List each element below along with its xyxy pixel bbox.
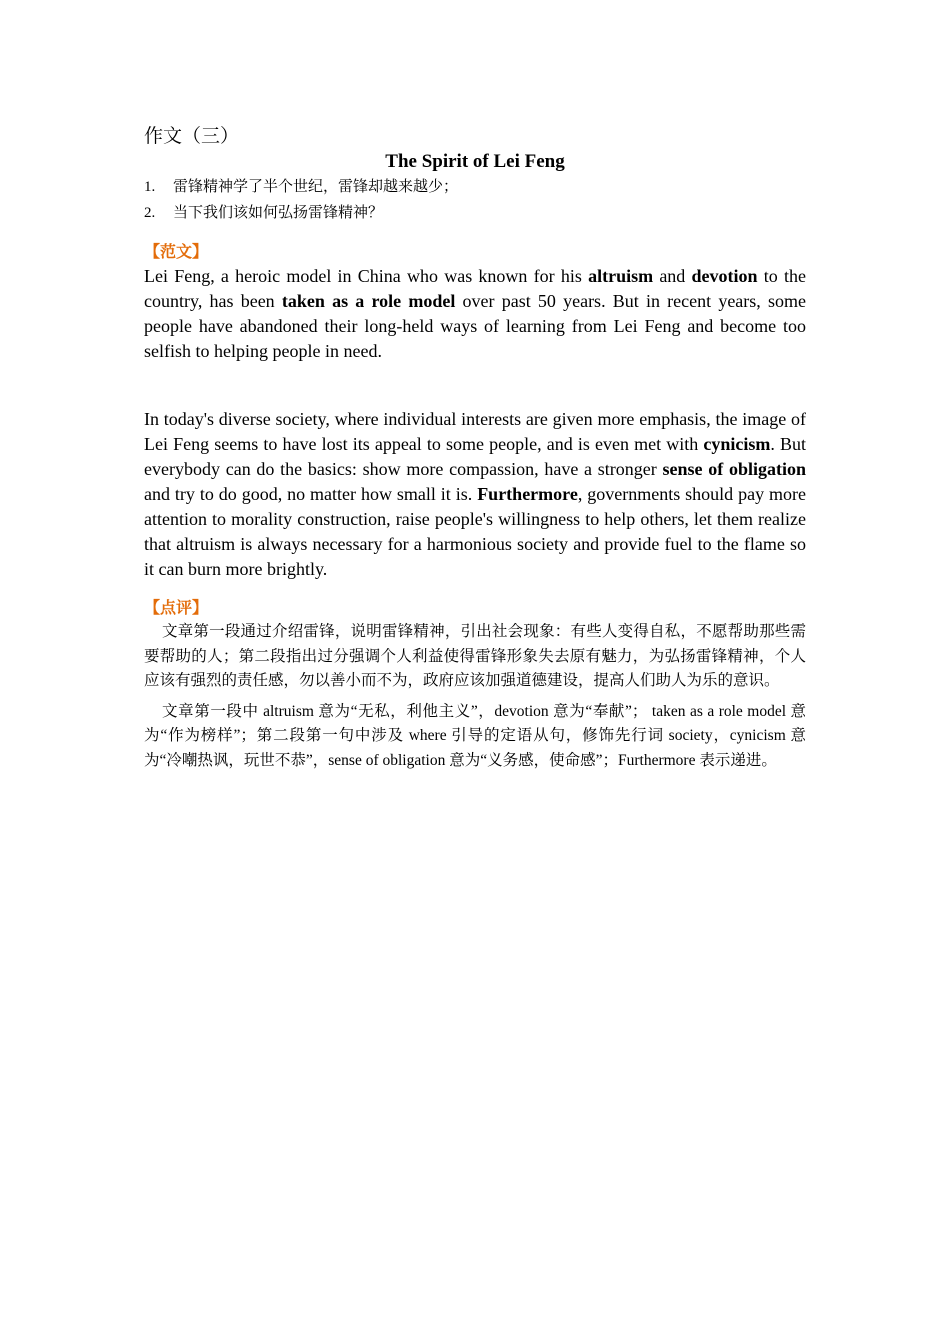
bold-phrase: Furthermore: [477, 484, 578, 504]
commentary: [144, 620, 806, 774]
text-run: , governments should pay more attention to morality construction, raise people's willingness to help others, let them realize that altruism is always necessary for a harmonious society and provide fuel to the flame so it can burn more brightly.: [144, 484, 806, 579]
prompt-number: 2.: [144, 205, 156, 221]
commentary-paragraph-1: 文章第一段通过介绍雷锋，说明雷锋精神，引出社会现象：有些人变得自私，不愿帮助那些需要帮助的人；第二段指出过分强调个人利益使得雷锋形象失去原有魅力，为弘扬雷锋精神，个人应该有强烈的责任感，勿以善小而不为，政府应该加强道德建设，提高人们助人为乐的意识。: [144, 623, 806, 690]
bold-phrase: cynicism: [703, 434, 771, 454]
bold-phrase: sense of obligation: [662, 459, 806, 479]
bold-phrase: devotion: [691, 266, 758, 286]
essay-title: The Spirit of Lei Feng: [385, 151, 565, 172]
prompt-text: 雷锋精神学了半个世纪，雷锋却越来越少；: [173, 179, 459, 195]
text-run: In today's diverse society, where individual interests are given more emphasis, the image of Lei Feng seems to have lost its appeal to some people, and is even met with: [144, 409, 806, 454]
prompt-number: 1.: [144, 179, 156, 195]
bold-phrase: altruism: [588, 266, 654, 286]
text-run: . But everybody can do the basics: show more compassion, have a stronger: [144, 434, 806, 479]
text-run: to the country, has been: [144, 266, 806, 311]
text-run: over past 50 years. But in recent years, some people have abandoned their long-held ways of learning from Lei Feng and become too selfish to helping people in need.: [144, 291, 806, 361]
prompt-list: [144, 174, 806, 226]
bold-phrase: taken as a role model: [281, 291, 456, 311]
commentary-tag: 【点评】: [144, 598, 209, 617]
text-run: and: [653, 266, 692, 286]
text-run: Lei Feng, a heroic model in China who was known for his: [144, 266, 589, 286]
prompt-text: 当下我们该如何弘扬雷锋精神？: [173, 205, 384, 221]
essay-paragraph-2: [144, 407, 806, 582]
model-essay: [144, 264, 806, 582]
prompt-item: [144, 174, 806, 200]
model-essay-tag: 【范文】: [144, 242, 209, 261]
essay-paragraph-1: [144, 264, 806, 364]
section-label: 作文（三）: [144, 125, 240, 147]
prompt-item: [144, 200, 806, 226]
commentary-paragraph-2: 文章第一段中 altruism 意为“无私，利他主义”，devotion 意为“奉献”； taken as a role model 意为“作为榜样”；第二段第一句中涉及 where 引导的定语从句，修饰先行词 society，cynicism 意为“冷嘲热讽，玩世不恭”，sense of obligation 意为“义务感，使命感”；Furthermore 表示递进。: [144, 702, 806, 769]
text-run: and try to do good, no matter how small it is.: [144, 484, 478, 504]
document-content: [144, 122, 806, 774]
